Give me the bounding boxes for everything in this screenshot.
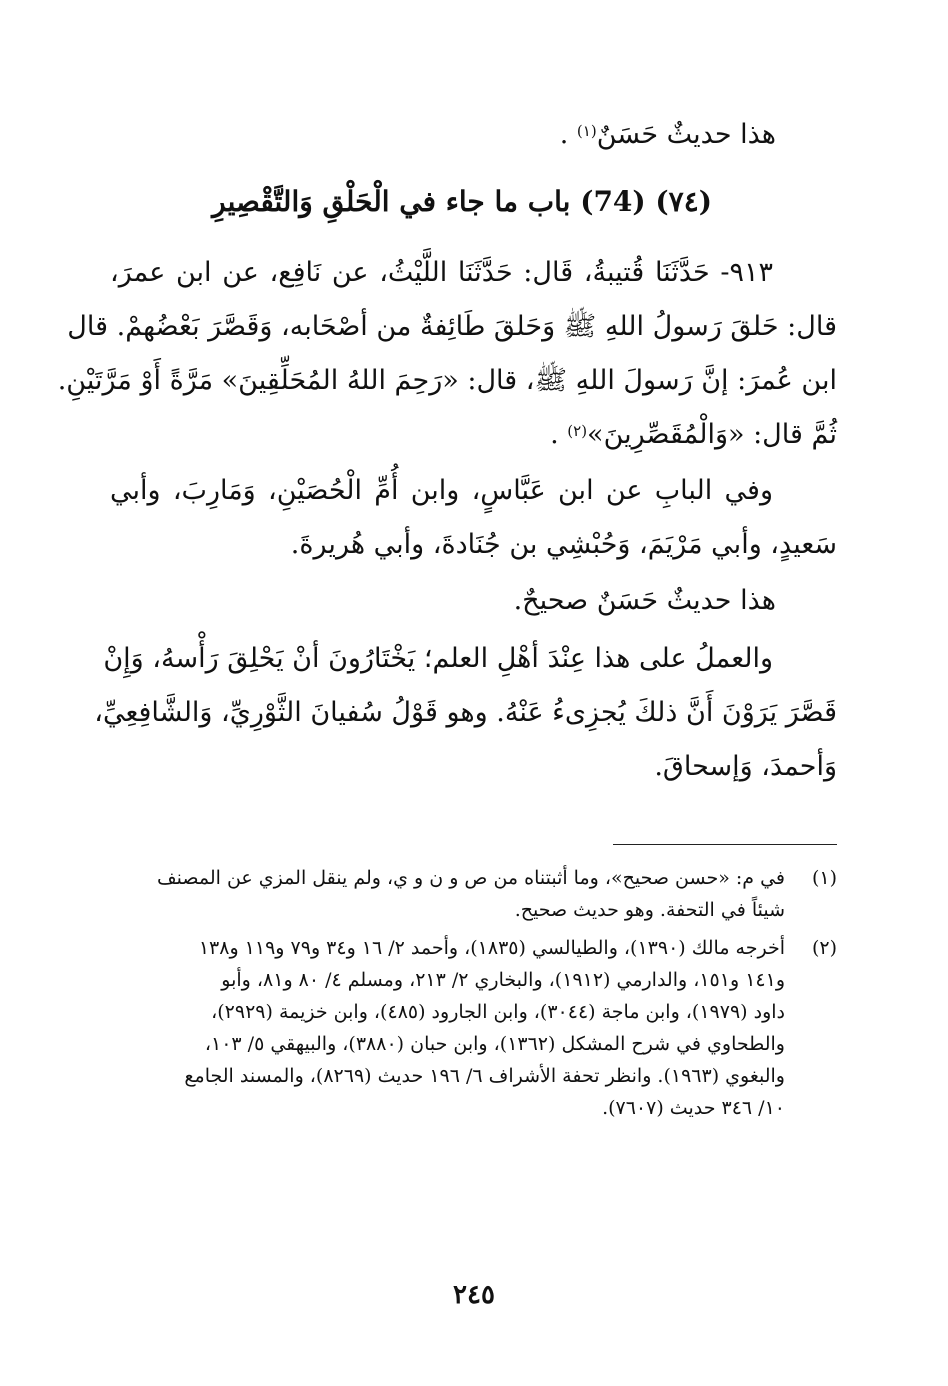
practice-line: وَأحمدَ، وَإسحاقَ. — [654, 751, 837, 782]
practice-line: قَصَّرَ يَرَوْنَ أَنَّ ذلكَ يُجزِىءُ عَنْهُ. وهو قَوْلُ سُفيانَ الثَّوْرِيِّ، وَالشَّافِعِيِّ، — [94, 697, 837, 728]
hadith-913 — [57, 246, 837, 462]
footnote-separator — [613, 844, 837, 845]
footnote-line: والبغوي (١٩٦٣). وانظر تحفة الأشراف ٦/ ١٩٦ حديث (٨٢٦٩)، والمسند الجامع — [184, 1065, 785, 1087]
hadith-line: ٩١٣- حَدَّثَنَا قُتيبةُ، قَال: حَدَّثَنَا اللَّيْثُ، عن نَافِع، عن ابن عمرَ، — [110, 257, 773, 288]
opening-ruling — [560, 108, 776, 162]
footnote-line: أخرجه مالك (١٣٩٠)، والطيالسي (١٨٣٥)، وأحمد ٢/ ١٦ و٣٤ و٧٩ و١١٩ و١٣٨ — [198, 937, 785, 959]
hadith-line: ثُمَّ قال: «وَالْمُقَصِّرِينَ» — [587, 419, 837, 450]
footnote-2 — [119, 932, 837, 1124]
hadith-last-line — [110, 408, 837, 462]
narrators-line: وفي البابِ عن ابن عَبَّاسٍ، وابن أُمِّ الْحُصَيْنِ، وَمَارِبَ، وأبي — [110, 475, 773, 506]
page-number: ٢٤٥ — [453, 1280, 495, 1310]
practice-line: والعملُ على هذا عِنْدَ أهْلِ العلم؛ يَخْتَارُونَ أنْ يَحْلِقَ رَأْسهُ، وَإِنْ — [103, 643, 773, 674]
narrators-line: سَعيدٍ، وأبي مَرْيَمَ، وَحُبْشِي بن جُنَادةَ، وأبي هُريرةَ. — [290, 529, 837, 560]
footnote-line: في م: «حسن صحيح»، وما أثبتناه من ص و ن و ي، ولم ينقل المزي عن المصنف — [157, 867, 785, 889]
hadith-ruling: هذا حديثٌ حَسَنٌ صحيحٌ. — [513, 585, 776, 616]
chapter-heading: (٧٤) (74) باب ما جاء في الْحَلْقِ وَالتَّقْصِيرِ — [212, 185, 712, 218]
opening-text: هذا حديثٌ حَسَنٌ — [596, 119, 776, 150]
footnote-line: داود (١٩٧٩)، وابن ماجة (٣٠٤٤)، وابن الجارود (٤٨٥)، وابن خزيمة (٢٩٢٩)، — [211, 1001, 785, 1023]
footnote-line: والطحاوي في شرح المشكل (١٣٦٢)، وابن حبان (٣٨٨٠)، والبيهقي ٥/ ١٠٣، — [204, 1033, 785, 1055]
footnote-line: و١٤١ و١٥١، والدارمي (١٩١٢)، والبخاري ٢/ ٢١٣، ومسلم ٤/ ٨٠ و٨١، وأبو — [221, 969, 785, 991]
chapter-narrators — [110, 464, 837, 572]
footnotes — [119, 862, 837, 1130]
scholarly-practice — [94, 632, 837, 794]
footnote-number: (٢) — [811, 937, 837, 959]
hadith-line: ابن عُمرَ: إنَّ رَسولَ اللهِ ﷺ، قال: «رَحِمَ اللهُ المُحَلِّقِينَ» مَرَّةً أَوْ مَرَّتَيْنِ. — [57, 365, 837, 396]
footnote-ref-1[interactable]: (١) — [576, 122, 597, 140]
footnote-1 — [119, 862, 837, 926]
footnote-ref-2[interactable]: (٢) — [567, 422, 588, 440]
footnote-number: (١) — [811, 867, 837, 889]
hadith-end: . — [550, 419, 568, 450]
footnote-line: شيئاً في التحفة. وهو حديث صحيح. — [514, 899, 785, 921]
opening-end: . — [559, 119, 577, 150]
footnote-line: ١٠/ ٣٤٦ حديث (٧٦٠٧). — [602, 1097, 785, 1119]
hadith-line: قال: حَلقَ رَسولُ اللهِ ﷺ وَحَلقَ طَائِفةٌ من أصْحَابه، وَقَصَّرَ بَعْضُهمْ. قال — [67, 311, 837, 342]
